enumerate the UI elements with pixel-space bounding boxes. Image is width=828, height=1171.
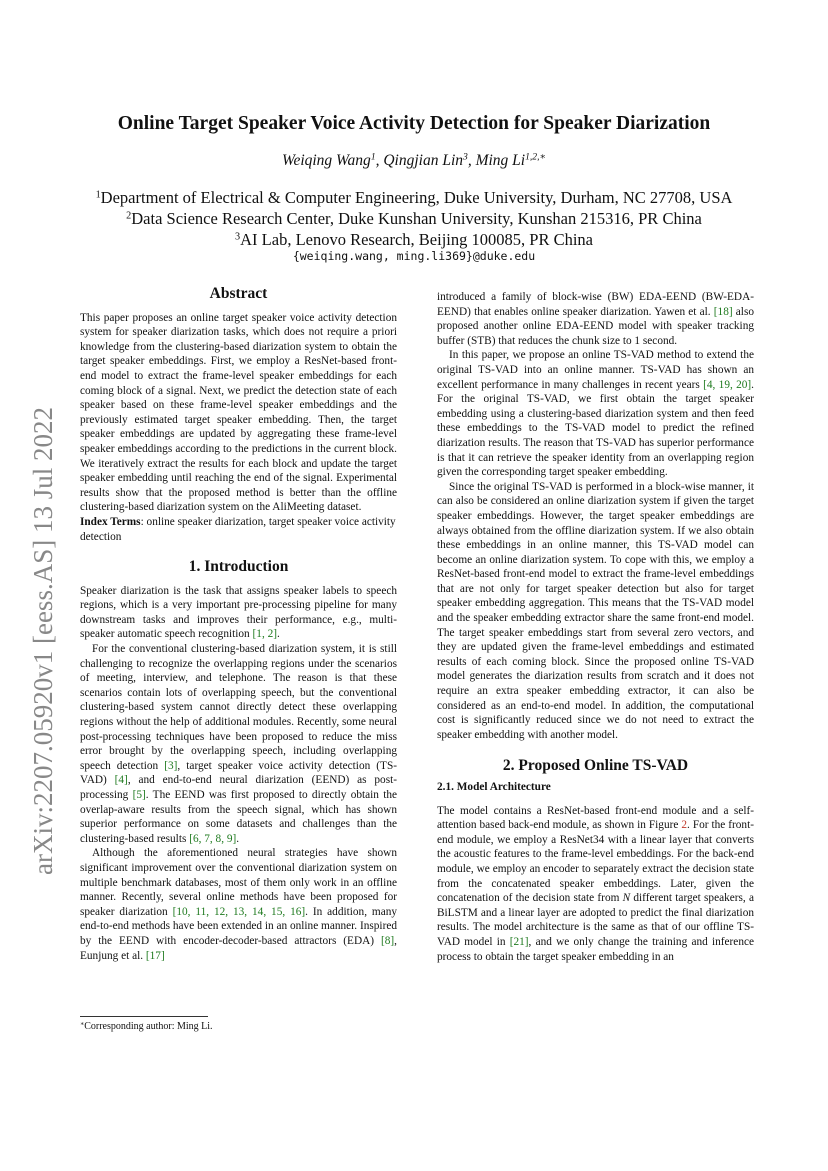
- author-name: Ming Li: [475, 152, 526, 169]
- intro-paragraph: introduced a family of block-wise (BW) EDA-EEND (BW-EDA-EEND) that enables online speaker diarization. Yawen et al. [18] also proposed another online EDA-EEND model with speaker tracking buffer (STB) that reduces the chunk size to 1 second.: [437, 291, 754, 347]
- affiliation-line: $^3$AI Lab, Lenovo Research, Beijing 100085, PR China: [235, 230, 593, 249]
- affiliation-list: [60, 187, 768, 250]
- intro-paragraph: In this paper, we propose an online TS-VAD method to extend the original TS-VAD into an online manner. TS-VAD has shown an excellent performance in many challenges in recent years [4, 19, 20]. For the original TS-VAD, we first obtain the target speaker embedding using a clustering-based diarization system and then feed these embeddings to the TS-VAD model to predict the refined diarization results. The reason that TS-VAD has superior performance is that it can retrieve the speaker identity from an overlapping region given the corresponding target speaker embedding.: [437, 349, 754, 479]
- intro-paragraph: Since the original TS-VAD is performed in a block-wise manner, it can also be considered an online diarization system if given the target speaker embeddings. However, the target speaker embeddings are always obtained from the offline diarization system. If we also obtain these embeddings in an online manner, this TS-VAD model can become an online diarization system. To cope with this, we employ a ResNet-based front-end model to extract the frame-level embeddings that are not only for target speaker detection but also for target speaker embedding aggregation. This means that the TS-VAD model and the speaker embedding extractor share the same front-end model. The target speaker embeddings start from several zero vectors, and they are updated given the frame-level embeddings and estimated results of each coming block. Since the proposed online TS-VAD model generates the diarization results from scratch and it does not require an extra speaker embedding extractor, it can also be considered as an end-to-end model. In addition, the computational cost is significantly reduced since we do not need to extract the speaker embedding with another model.: [437, 480, 754, 741]
- citation-link[interactable]: [6, 7, 8, 9]: [189, 832, 237, 845]
- citation-link[interactable]: [1, 2]: [252, 628, 278, 641]
- citation-link[interactable]: [5]: [132, 789, 146, 801]
- author-affiliation-mark: 1,2,∗: [525, 151, 547, 163]
- method-heading: 2. Proposed Online TS-VAD: [502, 757, 689, 775]
- citation-link[interactable]: [4]: [114, 774, 128, 787]
- footnote: ∗Corresponding author: Ming Li.: [80, 1016, 397, 1032]
- arxiv-identifier-stamp: [22, 360, 62, 880]
- right-column: [437, 290, 754, 964]
- arxiv-stamp-text: arXiv:2207.05920v1 [eess.AS] 13 Jul 2022: [28, 407, 58, 875]
- index-terms: Index Terms: online speaker diarization, target speaker voice activity detection: [80, 515, 396, 543]
- author-list: Weiqing Wang$^1$, Qingjian Lin$^3$, Ming $Li^{1,2,∗}$: [281, 151, 547, 169]
- footnote-rule: [80, 1016, 208, 1017]
- author-emails: {weiqing.wang, ming.li369}@duke.edu: [292, 249, 536, 263]
- abstract-heading: Abstract: [209, 285, 268, 302]
- author-name: Weiqing Wang: [281, 152, 371, 169]
- intro-paragraph: For the conventional clustering-based diarization system, it is still challenging to recognize the overlapping regions under the scenarios of meeting, interview, and telephone. The reason is that these scenarios contain lots of overlapping speech, but the conventional clustering-based system cannot directly detect these overlapping regions without the help of additional modules. Recently, some neural post-processing techniques have been proposed to reduce the miss error brought by the overlapping speech, including overlapping speech detection [3], target speaker voice activity detection (TS-VAD) [4], and end-to-end neural diarization (EEND) as post-processing [5]. The EEND was first proposed to directly obtain the overlap-aware results from the speech signal, which has shown superior performance on some datasets and challenges than the clustering-based results [6, 7, 8, 9].: [80, 643, 398, 845]
- author-name: Qingjian Lin: [383, 152, 464, 169]
- citation-link[interactable]: [8]: [380, 934, 395, 947]
- affiliation-line: $^1$Department of Electrical & Computer Engineering, Duke University, Durham, NC 27708, USA: [95, 188, 733, 207]
- author-affiliation-mark: 1: [370, 151, 376, 163]
- paper-title: Online Target Speaker Voice Activity Detection for Speaker Diarization: [117, 113, 711, 134]
- left-column: [80, 287, 397, 963]
- citation-link[interactable]: [4, 19, 20]: [703, 378, 752, 391]
- author-affiliation-mark: 3: [463, 151, 468, 163]
- method-paragraph: The model contains a ResNet-based front-end module and a self-attention based back-end module, as shown in Figure 2. For the front-end module, we employ a ResNet34 with a linear layer that converts the acoustic features to the frame-level embeddings. For the back-end module, we employ an encoder to separately extract the decision state from the concatenated speaker embeddings. Later, given the concatenation of the decision state from N different target speakers, a BiLSTM and a linear layer are adopted to predict the final diarization results. The model architecture is the same as that of our offline TS-VAD model in [21], and we only change the training and inference process to obtain the target speaker embedding in an: [437, 804, 754, 963]
- figure-reference-link[interactable]: 2: [681, 819, 688, 832]
- citation-link[interactable]: [10, 11, 12, 13, 14, 15, 16]: [172, 905, 306, 918]
- subsection-heading: 2.1. Model Architecture: [437, 781, 551, 793]
- citation-link[interactable]: [3]: [164, 759, 178, 772]
- abstract-body: This paper proposes an online target speaker voice activity detection system for speaker diarization tasks, which does not require a priori knowledge from the clustering-based diarization system to obtain the target speaker embeddings. First, we employ a ResNet-based front-end model to extract the frame-level speaker embeddings for each coming block of a signal. Next, we predict the detection state of each speaker based on these frame-level speaker embeddings and the previously estimated target speaker embedding. Then, the target speaker embeddings are updated by aggregating these frame-level speaker embeddings according to the predictions in the current block. We iteratively extract the results for each block and update the target speaker embedding until reaching the end of the signal. Experimental results show that the proposed method is better than the offline clustering-based diarization system on the AliMeeting dataset.: [80, 311, 397, 514]
- citation-link[interactable]: [18]: [713, 305, 733, 318]
- intro-paragraph: Speaker diarization is the task that assigns speaker labels to speech regions, which is a very important pre-processing pipeline for many downstream tasks and improves their performance, e.g., multi-speaker automatic speech recognition [1, 2].: [80, 584, 397, 641]
- affiliation-line: $^2$Data Science Research Center, Duke Kunshan University, Kunshan 215316, PR China: [126, 209, 702, 228]
- introduction-heading: 1. Introduction: [188, 558, 289, 576]
- citation-link[interactable]: [17]: [145, 949, 165, 962]
- intro-paragraph: Although the aforementioned neural strategies have shown significant improvement over the conventional diarization system on multiple benchmark databases, most of them only work in an offline manner. Recently, several online methods have been proposed for speaker diarization [10, 11, 12, 13, 14, 15, 16]. In addition, many end-to-end methods have been extended in an online manner. Inspired by the EEND with encoder-decoder-based attractors (EDA) [8], Eunjung et al. [17]: [80, 847, 398, 962]
- citation-link[interactable]: [21]: [509, 935, 529, 948]
